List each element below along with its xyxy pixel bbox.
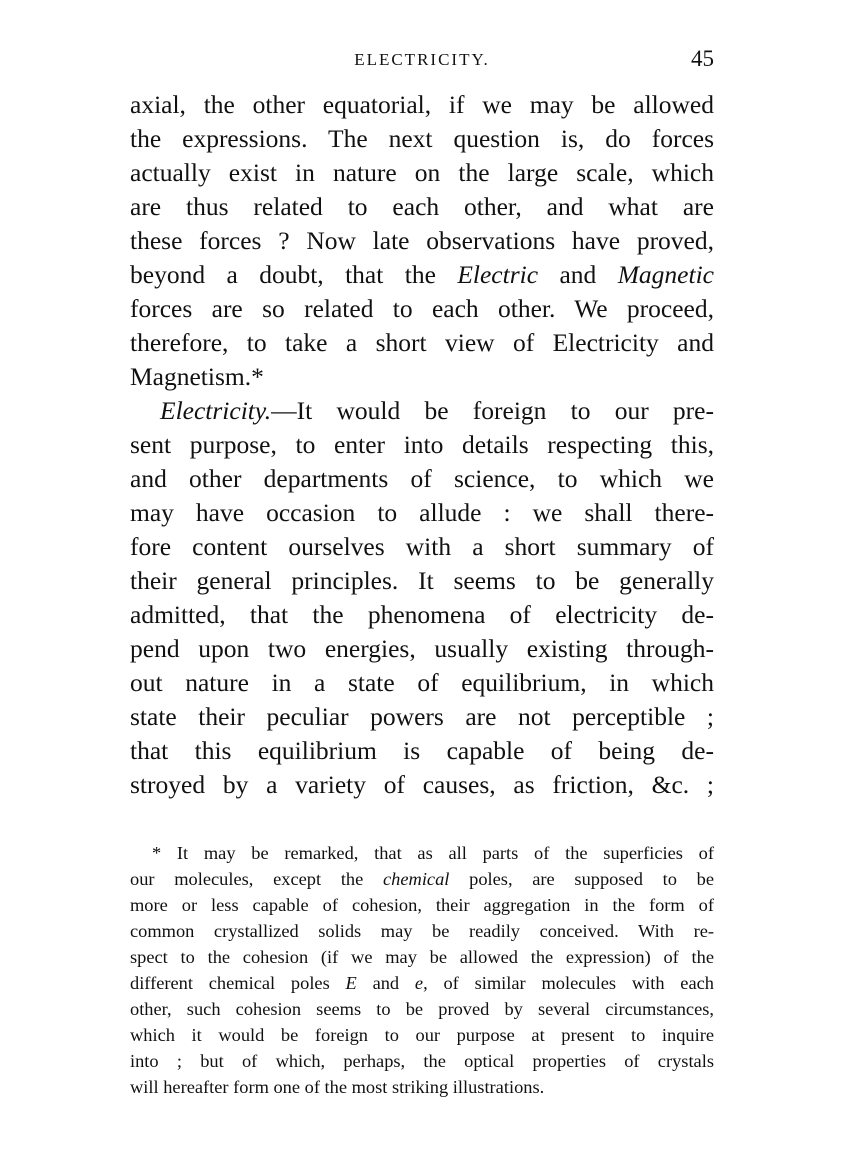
text-line: stroyed by a variety of causes, as friction, &c. ; — [130, 770, 714, 799]
footnote — [130, 840, 714, 1100]
footnote-line: * It may be remarked, that as all parts of the superficies of — [152, 843, 714, 863]
text-line: their general principles. It seems to be generally — [130, 566, 714, 595]
footnote-line: other, such cohesion seems to be proved by several circumstances, — [130, 999, 714, 1019]
text-line: admitted, that the phenomena of electricity de- — [130, 600, 714, 629]
running-title: ELECTRICITY. — [354, 50, 490, 69]
text-segment: , of similar molecules with each — [423, 973, 714, 993]
text-line: sent purpose, to enter into details respecting this, — [130, 430, 714, 459]
text-segment: and — [356, 973, 415, 993]
page-number: 45 — [691, 46, 714, 71]
text-line: state their peculiar powers are not perceptible ; — [130, 702, 714, 731]
footnote-line — [130, 866, 714, 892]
running-head — [130, 46, 714, 76]
italic-symbol-e: e — [414, 973, 424, 993]
text-line: may have occasion to allude : we shall there- — [130, 498, 714, 527]
text-line: that this equilibrium is capable of being de- — [130, 736, 714, 765]
text-segment: beyond a doubt, that the — [130, 260, 458, 289]
footnote-line: more or less capable of cohesion, their aggregation in the form of — [130, 895, 714, 915]
text-line: out nature in a state of equilibrium, in which — [130, 668, 714, 697]
text-line: are thus related to each other, and what are — [130, 192, 714, 221]
text-line: the expressions. The next question is, do forces — [130, 124, 714, 153]
text-line: actually exist in nature on the large scale, which — [130, 158, 714, 187]
text-segment: different chemical poles — [130, 973, 346, 993]
footnote-line: into ; but of which, perhaps, the optical properties of crystals — [130, 1051, 714, 1071]
main-text — [130, 88, 714, 802]
text-segment: poles, are supposed to be — [449, 869, 714, 889]
footnote-line: which it would be foreign to our purpose at present to inquire — [130, 1025, 714, 1045]
text-line: Magnetism.* — [130, 362, 264, 391]
text-segment: —It would be foreign to our pre- — [271, 396, 714, 425]
text-line — [130, 258, 714, 292]
text-line: and other departments of science, to which we — [130, 464, 714, 493]
text-line: axial, the other equatorial, if we may be allowed — [130, 90, 714, 119]
footnote-line: will hereafter form one of the most striking illustrations. — [130, 1077, 545, 1097]
text-line: therefore, to take a short view of Electricity and — [130, 328, 714, 357]
italic-term-magnetic: Magnetic — [617, 260, 714, 289]
text-line: fore content ourselves with a short summary of — [130, 532, 714, 561]
text-segment: our molecules, except the — [130, 869, 384, 889]
italic-symbol-E: E — [345, 973, 357, 993]
footnote-line — [130, 970, 714, 996]
italic-term-chemical: chemical — [383, 869, 450, 889]
italic-term-electric: Electric — [457, 260, 539, 289]
text-line: forces are so related to each other. We proceed, — [130, 294, 714, 323]
text-segment: and — [538, 260, 618, 289]
footnote-line: common crystallized solids may be readily conceived. With re- — [130, 921, 714, 941]
section-heading-electricity: Electricity. — [160, 396, 272, 425]
text-line: these forces ? Now late observations have proved, — [130, 226, 714, 255]
paragraph-start-line — [130, 394, 714, 428]
footnote-line: spect to the cohesion (if we may be allowed the expression) of the — [130, 947, 714, 967]
text-line: pend upon two energies, usually existing through- — [130, 634, 714, 663]
